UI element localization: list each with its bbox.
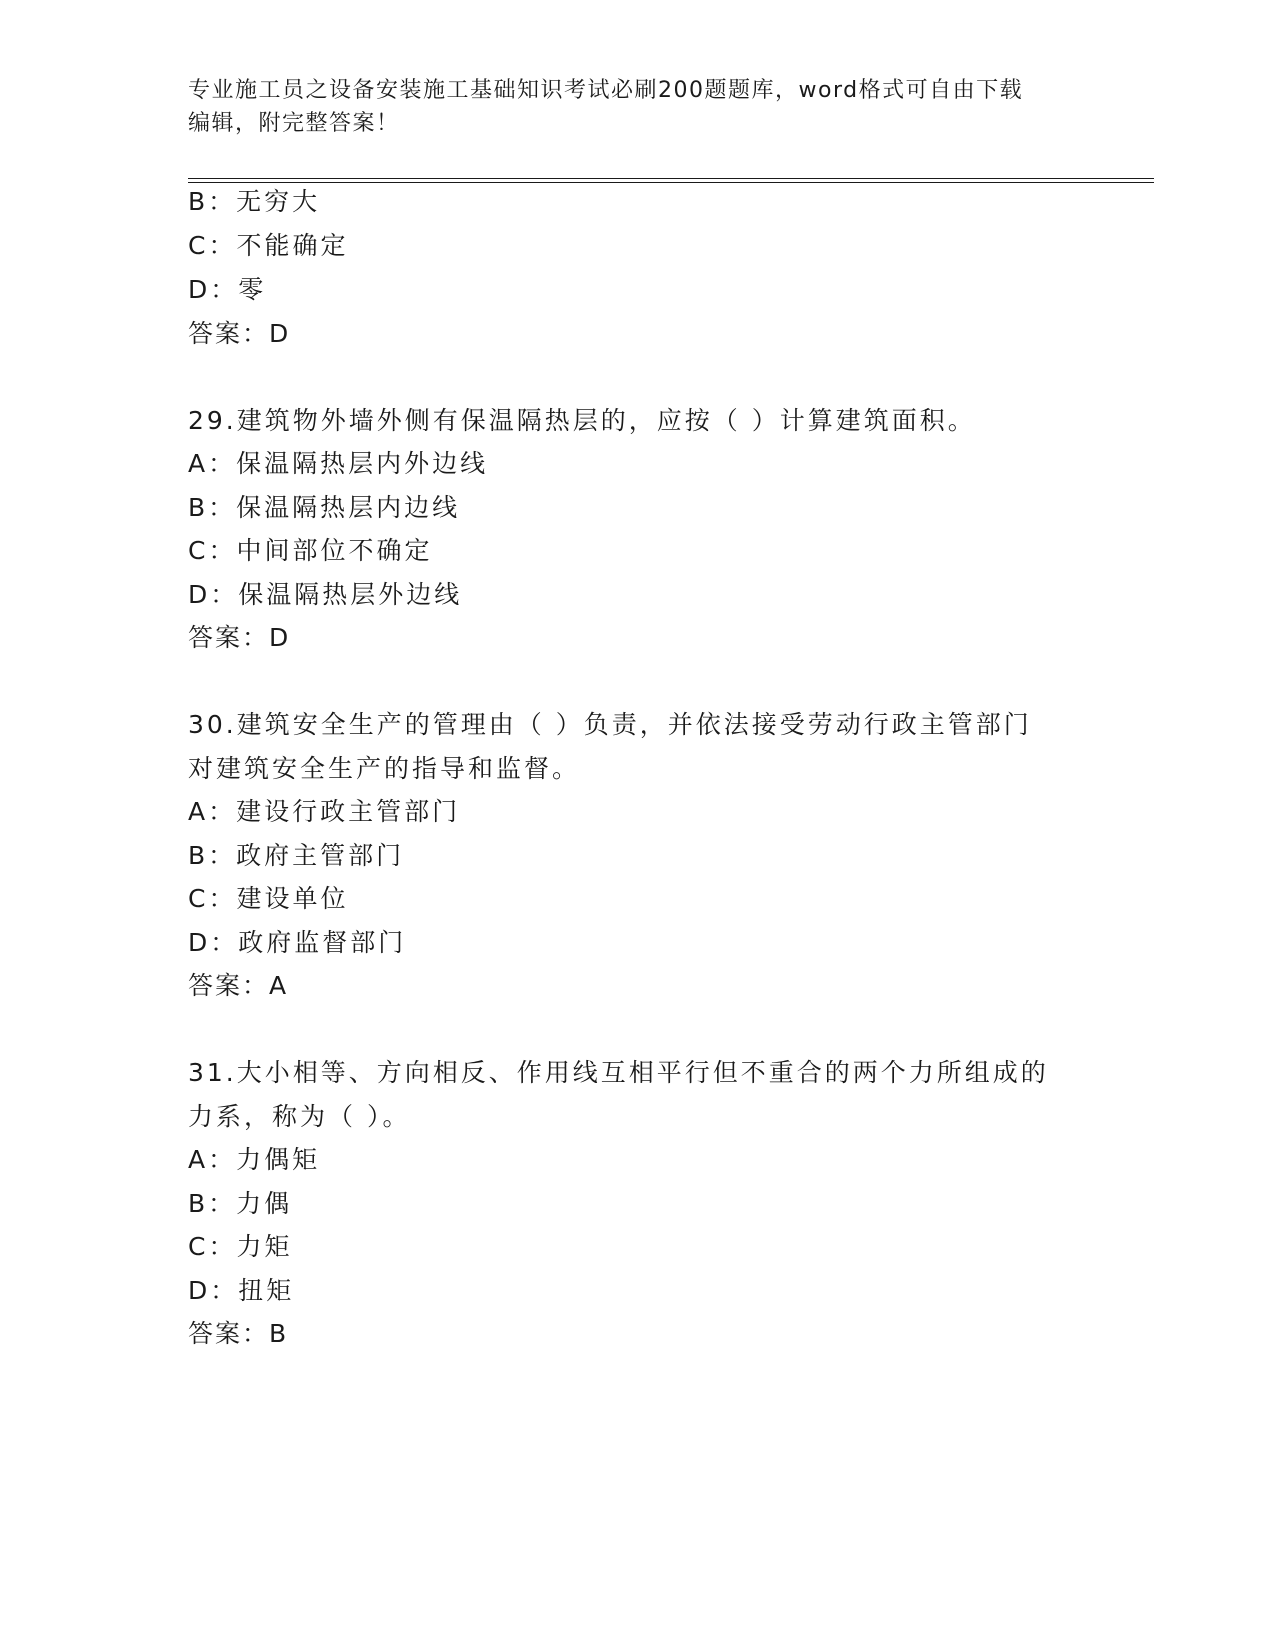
q30-stem-line-1: 30.建筑安全生产的管理由（ ）负责，并依法接受劳动行政主管部门 [188, 710, 1032, 739]
document-header [188, 74, 1088, 140]
q28-answer: 答案：D [188, 319, 291, 348]
q28-option-b: B：无穷大 [188, 187, 321, 216]
q30-option-d: D：政府监督部门 [188, 928, 407, 957]
q30-answer: 答案：A [188, 971, 289, 1000]
q29-option-b: B：保温隔热层内边线 [188, 493, 461, 522]
q28-option-d: D：零 [188, 275, 267, 304]
q31-option-a: A：力偶矩 [188, 1145, 321, 1174]
header-title-line-2: 编辑，附完整答案！ [188, 111, 400, 136]
header-divider-bottom [188, 182, 1154, 183]
q31-stem-line-2: 力系，称为（ ）。 [188, 1102, 411, 1131]
q31-answer: 答案：B [188, 1319, 289, 1348]
q29-option-c: C：中间部位不确定 [188, 536, 433, 565]
q30-option-b: B：政府主管部门 [188, 841, 405, 870]
header-divider-top [188, 178, 1154, 179]
q28-option-c: C：不能确定 [188, 231, 349, 260]
q31-stem-line-1: 31.大小相等、方向相反、作用线互相平行但不重合的两个力所组成的 [188, 1058, 1049, 1087]
q30-option-a: A：建设行政主管部门 [188, 797, 461, 826]
q31-option-c: C：力矩 [188, 1232, 293, 1261]
header-title-line-1: 专业施工员之设备安装施工基础知识考试必刷200题题库，word格式可自由下载 [188, 78, 1024, 103]
q30-stem-line-2: 对建筑安全生产的指导和监督。 [188, 754, 581, 783]
q29-option-d: D：保温隔热层外边线 [188, 580, 463, 609]
q29-stem-line-1: 29.建筑物外墙外侧有保温隔热层的，应按（ ）计算建筑面积。 [188, 406, 976, 435]
q30-option-c: C：建设单位 [188, 884, 349, 913]
q29-option-a: A：保温隔热层内外边线 [188, 449, 489, 478]
q31-option-d: D：扭矩 [188, 1276, 295, 1305]
q29-answer: 答案：D [188, 623, 291, 652]
q31-option-b: B：力偶 [188, 1189, 293, 1218]
